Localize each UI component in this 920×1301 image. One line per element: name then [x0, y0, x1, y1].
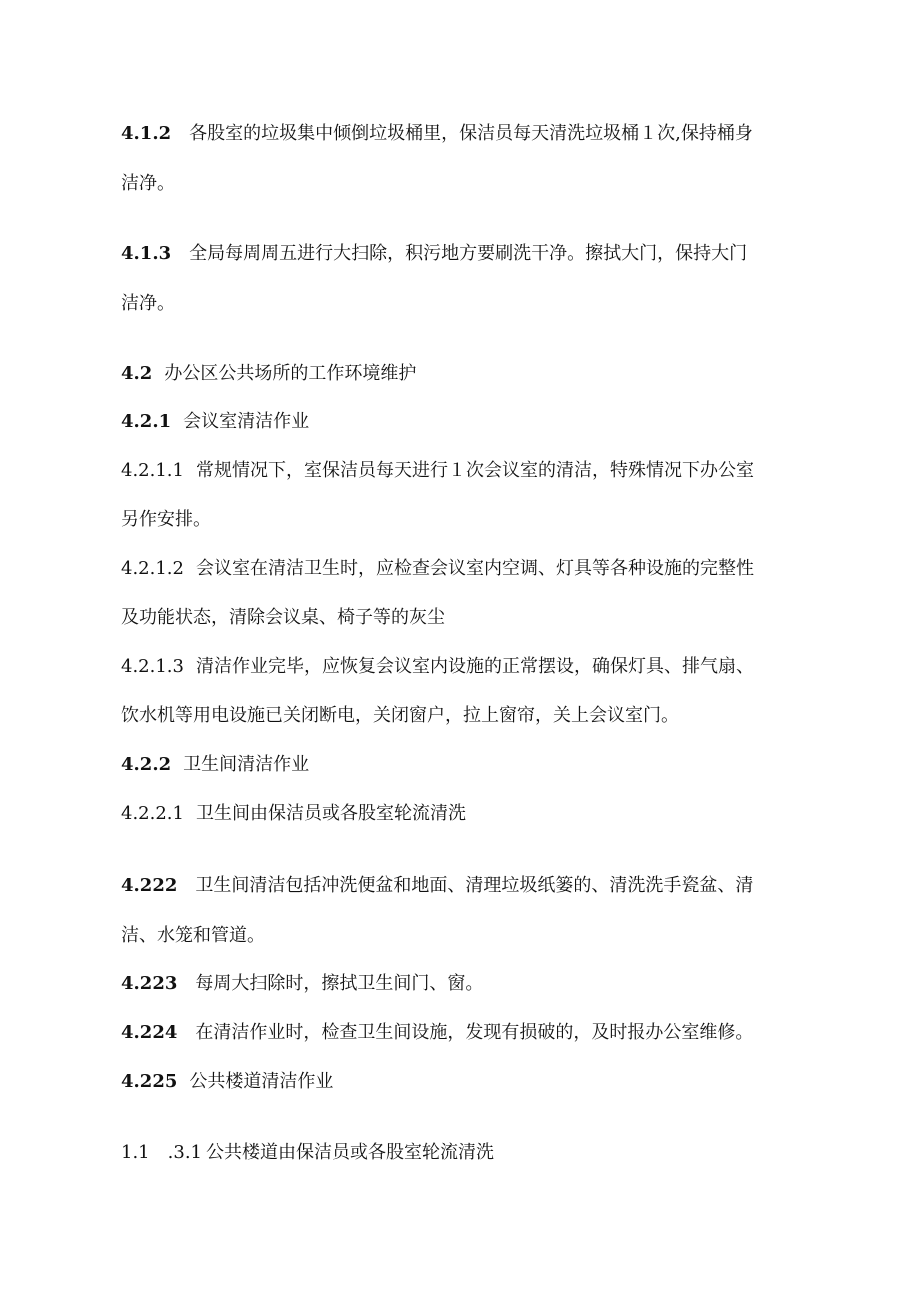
paragraph-4-1-2-line2 [121, 172, 821, 196]
paragraph-4-2-1-2-line1 [121, 557, 821, 581]
section-subnumber: .3.1 [167, 1142, 202, 1163]
heading-text: 办公区公共场所的工作环境维护 [164, 363, 417, 384]
heading-4-2-2 [121, 753, 821, 777]
paragraph-4-1-2-line1 [121, 122, 821, 146]
section-number: 4.225 [121, 1071, 178, 1092]
paragraph-text: 卫生间由保洁员或各股室轮流清洗 [195, 803, 466, 824]
heading-4-2 [121, 362, 821, 386]
paragraph-text: 饮水机等用电设施已关闭断电，关闭窗户，拉上窗帘，关上会议室门。 [121, 705, 679, 726]
paragraph-text: 清洁作业完毕，应恢复会议室内设施的正常摆设，确保灯具、排气扇、 [195, 656, 754, 677]
paragraph-text: 洁净。 [121, 173, 175, 194]
paragraph-4-224 [121, 1021, 821, 1045]
heading-text: 会议室清洁作业 [183, 411, 310, 432]
section-number: 4.2.1.3 [121, 656, 184, 677]
paragraph-1-1-3-1 [121, 1141, 821, 1165]
section-number: 4.222 [121, 875, 178, 896]
paragraph-4-2-1-3-line2 [121, 704, 821, 728]
section-number: 4.2.1.1 [121, 460, 184, 481]
heading-text: 公共楼道清洁作业 [189, 1071, 334, 1092]
heading-text: 卫生间清洁作业 [183, 754, 310, 775]
paragraph-4-222-line2 [121, 924, 821, 948]
paragraph-text: 各股室的垃圾集中倾倒垃圾桶里，保洁员每天清洗垃圾桶１次,保持桶身 [189, 123, 753, 144]
paragraph-text: 在清洁作业时，检查卫生间设施，发现有损破的，及时报办公室维修。 [195, 1022, 754, 1043]
paragraph-4-2-1-1-line1 [121, 459, 821, 483]
section-number: 4.1.2 [121, 123, 172, 144]
paragraph-4-1-3-line2 [121, 292, 821, 316]
section-number: 4.2.1 [121, 411, 172, 432]
paragraph-text: 全局每周周五进行大扫除，积污地方要刷洗干净。擦拭大门，保持大门 [189, 243, 748, 264]
paragraph-text: 及功能状态，清除会议桌、椅子等的灰尘 [121, 607, 445, 628]
heading-4-2-1 [121, 410, 821, 434]
section-number: 4.2.2.1 [121, 803, 184, 824]
paragraph-text: 每周大扫除时，擦拭卫生间门、窗。 [195, 973, 484, 994]
paragraph-4-222-line1 [121, 874, 821, 898]
section-number: 4.2.2 [121, 754, 172, 775]
paragraph-text: 洁、水笼和管道。 [121, 925, 265, 946]
paragraph-text: 洁净。 [121, 293, 175, 314]
paragraph-text: 公共楼道由保洁员或各股室轮流清洗 [206, 1142, 494, 1163]
section-number: 1.1 [121, 1142, 150, 1163]
paragraph-text: 会议室在清洁卫生时，应检查会议室内空调、灯具等各种设施的完整性 [195, 558, 754, 579]
section-number: 4.2 [121, 363, 153, 384]
paragraph-4-2-1-1-line2 [121, 508, 821, 532]
section-number: 4.1.3 [121, 243, 172, 264]
paragraph-text: 另作安排。 [121, 509, 211, 530]
heading-4-225 [121, 1070, 821, 1094]
paragraph-4-1-3-line1 [121, 242, 821, 266]
section-number: 4.223 [121, 973, 178, 994]
paragraph-4-2-1-3-line1 [121, 655, 821, 679]
paragraph-4-2-2-1 [121, 802, 821, 826]
paragraph-text: 常规情况下，室保洁员每天进行１次会议室的清洁，特殊情况下办公室 [195, 460, 754, 481]
paragraph-4-2-1-2-line2 [121, 606, 821, 630]
section-number: 4.2.1.2 [121, 558, 184, 579]
paragraph-4-223 [121, 972, 821, 996]
section-number: 4.224 [121, 1022, 178, 1043]
paragraph-text: 卫生间清洁包括冲洗便盆和地面、清理垃圾纸篓的、清洗洗手瓷盆、清 [195, 875, 754, 896]
